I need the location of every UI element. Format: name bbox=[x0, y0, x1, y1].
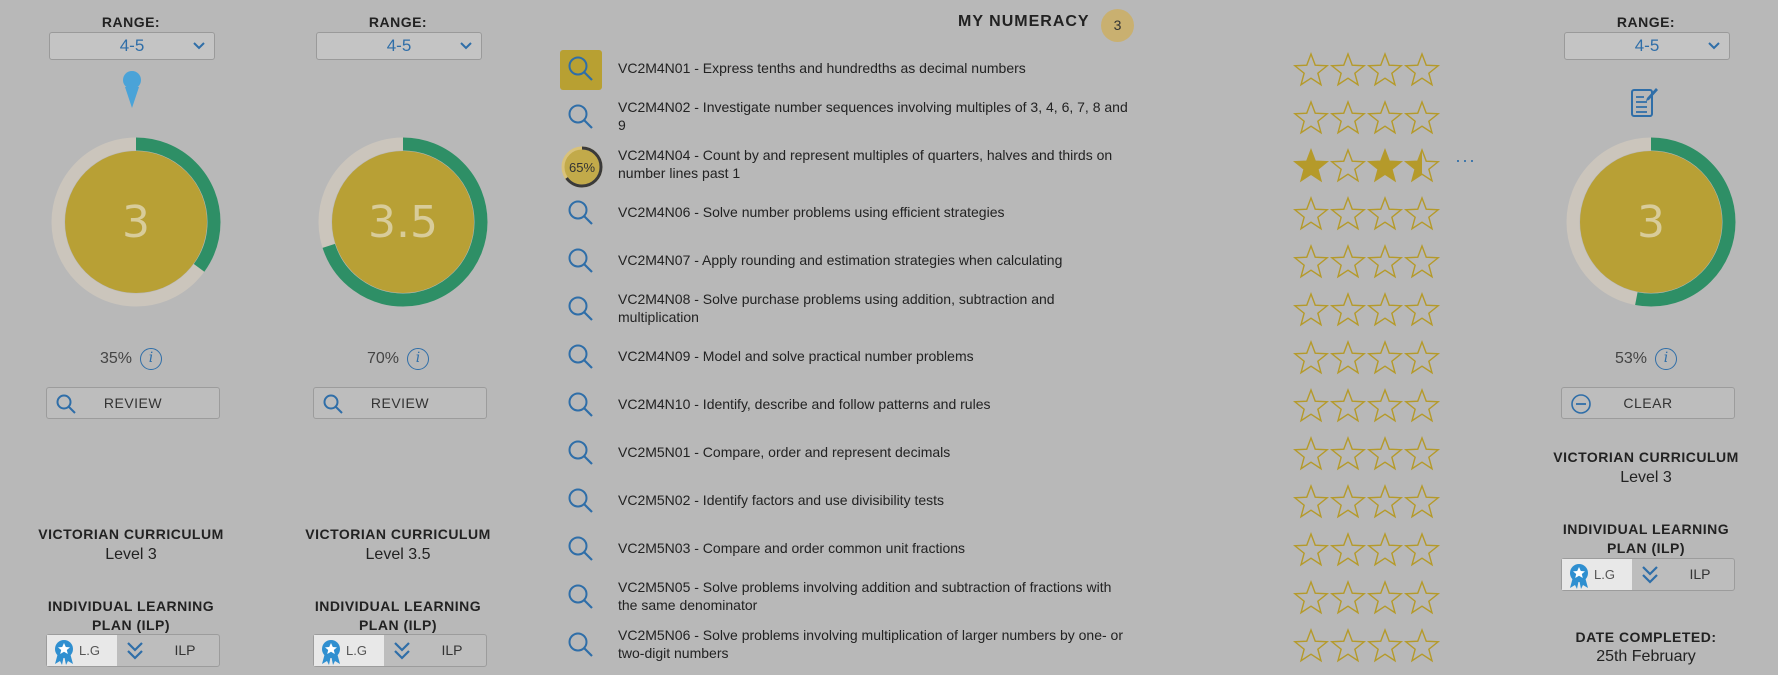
vc-title: VICTORIAN CURRICULUM bbox=[38, 526, 224, 542]
range-value: 4-5 bbox=[119, 36, 145, 55]
star-icon[interactable] bbox=[1332, 102, 1364, 133]
ilp-title: INDIVIDUAL LEARNING PLAN (ILP) bbox=[1562, 521, 1730, 556]
outcome-label: VC2M4N10 - Identify, describe and follow patterns and rules bbox=[618, 396, 991, 412]
star-icon[interactable] bbox=[1369, 294, 1401, 325]
outcome-label: VC2M5N01 - Compare, order and represent decimals bbox=[618, 444, 951, 460]
chevron-down-icon bbox=[1707, 34, 1721, 58]
star-icon[interactable] bbox=[1406, 390, 1438, 421]
button-label: CLEAR bbox=[1623, 395, 1673, 411]
star-icon[interactable] bbox=[1332, 246, 1364, 277]
percent-value: 70% bbox=[366, 350, 400, 368]
star-rating[interactable] bbox=[1293, 50, 1443, 90]
search-icon bbox=[560, 338, 602, 378]
outcome-label: VC2M4N08 - Solve purchase problems using addition, subtraction and multiplication bbox=[618, 291, 1055, 325]
outcome-text bbox=[618, 572, 1128, 620]
range-value: 4-5 bbox=[386, 36, 412, 55]
star-icon[interactable] bbox=[1295, 198, 1327, 229]
search-icon bbox=[560, 530, 602, 570]
outcome-label: VC2M5N03 - Compare and order common unit fractions bbox=[618, 540, 966, 556]
search-icon bbox=[55, 393, 77, 415]
percent-value: 53% bbox=[1614, 350, 1648, 368]
star-rating[interactable] bbox=[1293, 146, 1443, 186]
outcome-text bbox=[618, 524, 1128, 572]
outcome-row[interactable] bbox=[560, 44, 1460, 92]
outcome-row[interactable] bbox=[560, 188, 1460, 236]
outcome-row[interactable] bbox=[560, 284, 1460, 332]
percent-label bbox=[313, 348, 483, 370]
ilp-title: INDIVIDUAL LEARNING PLAN (ILP) bbox=[47, 598, 215, 633]
progress-ring bbox=[1566, 137, 1736, 307]
lg-label: L.G bbox=[1594, 567, 1615, 582]
review-button[interactable] bbox=[313, 387, 487, 419]
outcome-label: VC2M5N05 - Solve problems involving addition and subtraction of fractions with the same denominator bbox=[618, 579, 1112, 613]
outcome-row[interactable] bbox=[560, 332, 1460, 380]
star-icon[interactable] bbox=[1406, 438, 1438, 469]
outcome-text bbox=[618, 380, 1128, 428]
outcome-text bbox=[618, 92, 1128, 140]
outcome-row[interactable] bbox=[560, 524, 1460, 572]
star-icon[interactable] bbox=[1332, 294, 1364, 325]
progress-circle-icon bbox=[560, 145, 604, 189]
star-icon[interactable] bbox=[1406, 102, 1438, 133]
outcome-label: VC2M4N02 - Investigate number sequences involving multiples of 3, 4, 6, 7, 8 and 9 bbox=[618, 99, 1128, 133]
info-icon[interactable]: i bbox=[1655, 348, 1677, 370]
star-icon[interactable] bbox=[1295, 390, 1327, 421]
range-label: RANGE: bbox=[1616, 14, 1676, 30]
search-button[interactable] bbox=[560, 338, 602, 378]
ilp-label: ILP bbox=[174, 642, 196, 658]
star-icon[interactable] bbox=[1406, 246, 1438, 277]
info-icon[interactable]: i bbox=[140, 348, 162, 370]
count-badge: 3 bbox=[1101, 9, 1134, 42]
star-icon[interactable] bbox=[1295, 102, 1327, 133]
star-icon[interactable] bbox=[1332, 390, 1364, 421]
ring-value: 3.5 bbox=[368, 197, 438, 248]
outcome-text bbox=[618, 236, 1128, 284]
double-chevron-down-icon bbox=[125, 640, 145, 662]
chevron-down-icon bbox=[459, 34, 473, 58]
outcome-row[interactable] bbox=[560, 236, 1460, 284]
star-rating[interactable] bbox=[1293, 290, 1443, 330]
star-rating[interactable] bbox=[1293, 482, 1443, 522]
progress-ring bbox=[51, 137, 221, 307]
search-button[interactable] bbox=[560, 386, 602, 426]
lg-label: L.G bbox=[346, 643, 367, 658]
search-button[interactable] bbox=[560, 482, 602, 522]
star-icon[interactable] bbox=[1295, 486, 1327, 517]
search-icon bbox=[560, 242, 602, 282]
outcome-text bbox=[618, 476, 1128, 524]
vc-level: Level 3 bbox=[105, 546, 157, 563]
star-icon[interactable] bbox=[1295, 534, 1327, 565]
search-button[interactable] bbox=[560, 50, 602, 90]
star-icon[interactable] bbox=[1332, 438, 1364, 469]
outcome-label: VC2M5N02 - Identify factors and use divisibility tests bbox=[618, 492, 945, 508]
double-chevron-down-icon bbox=[1640, 564, 1660, 586]
star-icon[interactable] bbox=[1369, 102, 1401, 133]
chevron-down-icon bbox=[192, 34, 206, 58]
award-icon bbox=[319, 639, 343, 665]
outcome-text bbox=[618, 140, 1128, 188]
ring-value: 3 bbox=[1637, 197, 1665, 248]
percent-label bbox=[46, 348, 216, 370]
star-icon[interactable] bbox=[1369, 342, 1401, 373]
pin-icon bbox=[121, 70, 143, 110]
outcome-label: VC2M4N06 - Solve number problems using efficient strategies bbox=[618, 204, 1005, 220]
section-title: MY NUMERACY bbox=[958, 13, 1090, 30]
ilp-expand[interactable] bbox=[117, 635, 219, 666]
outcome-text bbox=[618, 284, 1128, 332]
vc-title: VICTORIAN CURRICULUM bbox=[1553, 449, 1739, 465]
outcome-row[interactable] bbox=[560, 476, 1460, 524]
star-icon[interactable] bbox=[1406, 54, 1438, 85]
outcome-row[interactable] bbox=[560, 428, 1460, 476]
star-icon[interactable] bbox=[1295, 342, 1327, 373]
more-options-icon[interactable]: ··· bbox=[1455, 150, 1476, 170]
star-rating[interactable] bbox=[1293, 434, 1443, 474]
search-icon bbox=[560, 578, 602, 618]
outcome-label: VC2M5N06 - Solve problems involving multiplication of larger numbers by one- or two-digit numbers bbox=[618, 627, 1124, 661]
range-value: 4-5 bbox=[1634, 36, 1660, 55]
star-icon[interactable] bbox=[1406, 342, 1438, 373]
double-chevron-down-icon bbox=[392, 640, 412, 662]
ilp-title: INDIVIDUAL LEARNING PLAN (ILP) bbox=[314, 598, 482, 633]
search-button[interactable] bbox=[560, 290, 602, 330]
ilp-label: ILP bbox=[1689, 566, 1711, 582]
star-icon[interactable] bbox=[1295, 246, 1327, 277]
search-button[interactable] bbox=[560, 626, 602, 666]
star-icon[interactable] bbox=[1406, 198, 1438, 229]
lg-button[interactable] bbox=[314, 635, 384, 666]
search-icon bbox=[322, 393, 344, 415]
star-icon[interactable] bbox=[1406, 294, 1438, 325]
award-icon bbox=[52, 639, 76, 665]
progress-circle[interactable] bbox=[560, 145, 604, 189]
star-icon[interactable] bbox=[1369, 582, 1401, 613]
star-rating[interactable] bbox=[1293, 626, 1443, 666]
date-value: 25th February bbox=[1596, 648, 1696, 665]
star-icon[interactable] bbox=[1406, 534, 1438, 565]
clear-button[interactable] bbox=[1561, 387, 1735, 419]
star-rating[interactable] bbox=[1293, 194, 1443, 234]
progress-text: 65% bbox=[568, 160, 596, 175]
star-icon[interactable] bbox=[1332, 630, 1364, 661]
award-icon bbox=[1567, 563, 1591, 589]
search-icon bbox=[560, 434, 602, 474]
search-icon bbox=[560, 290, 602, 330]
outcome-text bbox=[618, 44, 1128, 92]
ilp-label: ILP bbox=[441, 642, 463, 658]
search-button[interactable] bbox=[560, 98, 602, 138]
lg-button[interactable] bbox=[1562, 559, 1632, 590]
progress-ring bbox=[318, 137, 488, 307]
search-icon bbox=[560, 386, 602, 426]
percent-value: 35% bbox=[99, 350, 133, 368]
star-rating[interactable] bbox=[1293, 242, 1443, 282]
star-rating[interactable] bbox=[1293, 578, 1443, 618]
star-icon[interactable] bbox=[1369, 198, 1401, 229]
star-rating[interactable] bbox=[1293, 338, 1443, 378]
range-select[interactable] bbox=[49, 32, 215, 60]
star-icon[interactable] bbox=[1332, 534, 1364, 565]
outcome-row[interactable] bbox=[560, 380, 1460, 428]
button-label: REVIEW bbox=[370, 395, 430, 411]
star-rating[interactable] bbox=[1293, 98, 1443, 138]
range-label: RANGE: bbox=[368, 14, 428, 30]
vc-title: VICTORIAN CURRICULUM bbox=[305, 526, 491, 542]
percent-label bbox=[1561, 348, 1731, 370]
star-icon[interactable] bbox=[1406, 486, 1438, 517]
search-icon bbox=[560, 482, 602, 522]
star-rating[interactable] bbox=[1293, 530, 1443, 570]
star-icon[interactable] bbox=[1406, 630, 1438, 661]
star-icon[interactable] bbox=[1369, 438, 1401, 469]
search-icon bbox=[560, 194, 602, 234]
star-icon[interactable] bbox=[1332, 342, 1364, 373]
outcome-text bbox=[618, 428, 1128, 476]
star-icon[interactable] bbox=[1369, 246, 1401, 277]
search-button[interactable] bbox=[560, 242, 602, 282]
outcome-label: VC2M4N09 - Model and solve practical number problems bbox=[618, 348, 974, 364]
ilp-expand[interactable] bbox=[384, 635, 486, 666]
outcome-row[interactable] bbox=[560, 92, 1460, 140]
outcome-text bbox=[618, 188, 1128, 236]
search-icon bbox=[560, 98, 602, 138]
star-icon[interactable] bbox=[1332, 198, 1364, 229]
outcome-label: VC2M4N04 - Count by and represent multiples of quarters, halves and thirds on number lines past 1 bbox=[618, 147, 1113, 181]
lg-button[interactable] bbox=[47, 635, 117, 666]
range-select[interactable] bbox=[316, 32, 482, 60]
date-title: DATE COMPLETED: bbox=[1575, 629, 1717, 645]
outcome-text bbox=[618, 620, 1128, 668]
ilp-button[interactable] bbox=[313, 634, 487, 667]
star-icon[interactable] bbox=[1369, 630, 1401, 661]
star-rating[interactable] bbox=[1293, 386, 1443, 426]
lg-label: L.G bbox=[79, 643, 100, 658]
outcome-text bbox=[618, 332, 1128, 380]
info-icon[interactable]: i bbox=[407, 348, 429, 370]
search-button[interactable] bbox=[560, 194, 602, 234]
ilp-button[interactable] bbox=[1561, 558, 1735, 591]
star-icon[interactable] bbox=[1295, 630, 1327, 661]
search-button[interactable] bbox=[560, 530, 602, 570]
star-icon[interactable] bbox=[1369, 486, 1401, 517]
star-icon[interactable] bbox=[1332, 582, 1364, 613]
search-button[interactable] bbox=[560, 578, 602, 618]
outcome-row[interactable] bbox=[560, 572, 1460, 620]
search-icon bbox=[560, 50, 602, 90]
outcome-row[interactable] bbox=[560, 620, 1460, 668]
search-icon bbox=[560, 626, 602, 666]
vc-level: Level 3.5 bbox=[365, 546, 431, 563]
star-icon[interactable] bbox=[1369, 534, 1401, 565]
star-icon[interactable] bbox=[1295, 294, 1327, 325]
star-icon[interactable] bbox=[1295, 582, 1327, 613]
star-icon[interactable] bbox=[1406, 582, 1438, 613]
star-icon[interactable] bbox=[1369, 54, 1401, 85]
outcome-label: VC2M4N07 - Apply rounding and estimation strategies when calculating bbox=[618, 252, 1063, 268]
button-label: REVIEW bbox=[103, 395, 163, 411]
star-icon[interactable] bbox=[1295, 54, 1327, 85]
outcome-row[interactable] bbox=[560, 140, 1476, 188]
vc-level: Level 3 bbox=[1620, 469, 1672, 486]
ilp-expand[interactable] bbox=[1632, 559, 1734, 590]
star-icon[interactable] bbox=[1332, 486, 1364, 517]
ring-value: 3 bbox=[122, 197, 150, 248]
outcome-label: VC2M4N01 - Express tenths and hundredths as decimal numbers bbox=[618, 60, 1026, 76]
minus-circle-icon bbox=[1570, 393, 1592, 415]
search-button[interactable] bbox=[560, 434, 602, 474]
range-label: RANGE: bbox=[101, 14, 161, 30]
star-icon[interactable] bbox=[1369, 390, 1401, 421]
star-icon[interactable] bbox=[1332, 150, 1364, 181]
range-select[interactable] bbox=[1564, 32, 1730, 60]
review-button[interactable] bbox=[46, 387, 220, 419]
ilp-button[interactable] bbox=[46, 634, 220, 667]
star-icon[interactable] bbox=[1295, 438, 1327, 469]
notes-icon[interactable] bbox=[1630, 86, 1658, 118]
star-icon[interactable] bbox=[1332, 54, 1364, 85]
